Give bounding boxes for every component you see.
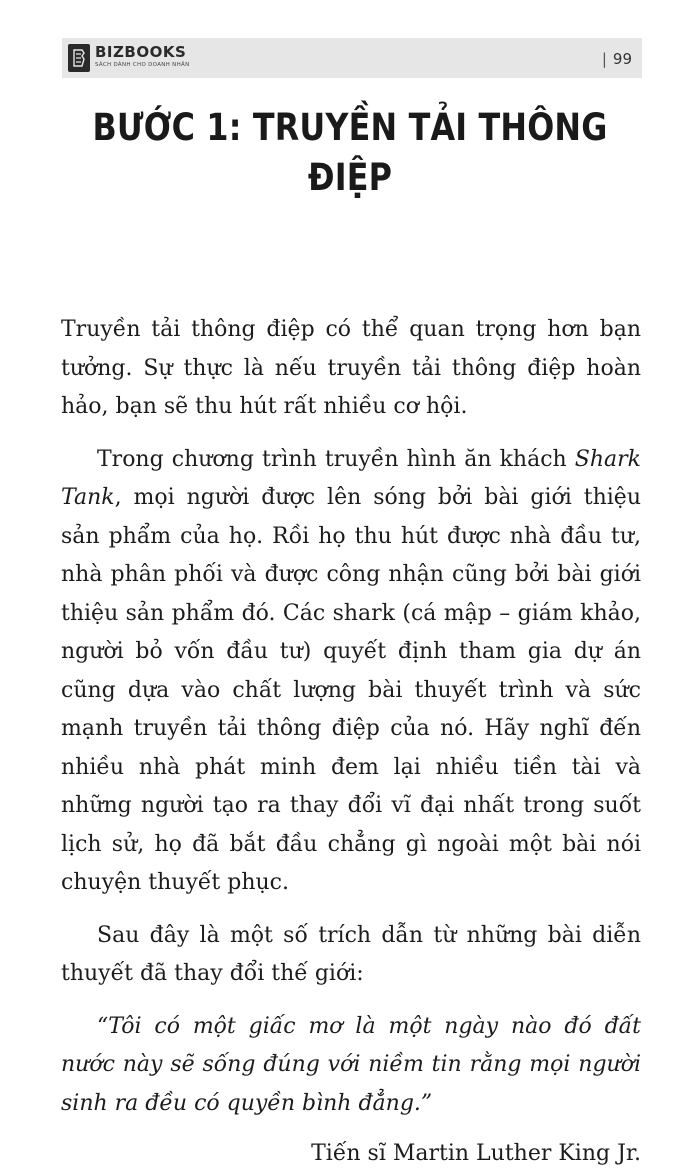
brand-tagline: SÁCH DÀNH CHO DOANH NHÂN (95, 62, 190, 68)
paragraph-2-start: Trong chương trình truyền hình ăn khách (97, 446, 575, 472)
quote-attribution: Tiến sĩ Martin Luther King Jr. (311, 1141, 641, 1166)
page-number-separator: | (601, 50, 607, 68)
brand-name: BIZBOOKS (95, 43, 187, 61)
page-number (602, 50, 632, 68)
body-text (61, 311, 641, 1174)
show-title: Shark Tank (61, 446, 641, 510)
paragraph-2-rest: , mọi người được lên sóng bởi bài giới thiệu sản phẩm của họ. Rồi họ thu hút được nhà đầu tư, nhà phân phối và được công nhận cũng bởi bài giới thiệu sản phẩm đó. Các shark (cá mập – giám khảo, người bỏ vốn đầu tư) quyết định tham gia dự án cũng dựa vào chất lượng bài thuyết trình và sức mạnh truyền tải thông điệp của nó. Hãy nghĩ đến nhiều nhà phát minh đem lại nhiều tiền tài và những người tạo ra thay đổi vĩ đại nhất trong suốt lịch sử, họ đã bắt đầu chẳng gì ngoài một bài nói chuyện thuyết phục. (61, 485, 641, 895)
running-header (62, 38, 642, 78)
page-number-value: 99 (612, 50, 632, 68)
paragraph-3: Sau đây là một số trích dẫn từ những bài diễn thuyết đã thay đổi thế giới: (61, 922, 641, 986)
chapter-title: BƯỚC 1: TRUYỀN TẢI THÔNG ĐIỆP (92, 106, 608, 199)
bizbooks-logo-icon (68, 44, 90, 72)
paragraph-2 (61, 441, 641, 903)
quote: “Tôi có một giấc mơ là một ngày nào đó đất nước này sẽ sống đúng với niềm tin rằng mọi người sinh ra đều có quyền bình đẳng.” (61, 1013, 641, 1116)
paragraph-1: Truyền tải thông điệp có thể quan trọng hơn bạn tưởng. Sự thực là nếu truyền tải thông điệp hoàn hảo, bạn sẽ thu hút rất nhiều cơ hội. (61, 317, 641, 419)
